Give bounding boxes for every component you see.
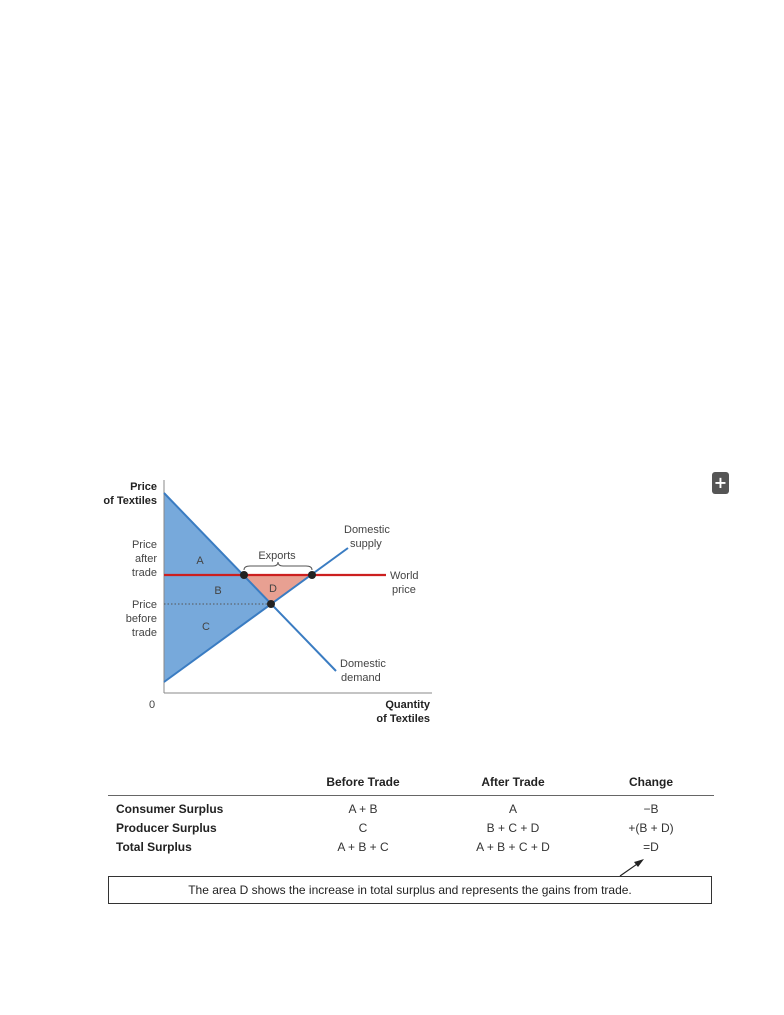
price-after-label-3: trade (131, 567, 157, 579)
plus-icon[interactable]: + (713, 473, 728, 492)
table-header-after: After Trade (438, 772, 588, 796)
demand-label-2: demand (341, 672, 381, 684)
y-axis-title-line2: of Textiles (103, 495, 157, 507)
exports-label: Exports (258, 550, 296, 562)
table-row (108, 796, 714, 820)
surplus-table (108, 772, 714, 857)
cell-before: A + B (348, 802, 378, 816)
table-header-change: Change (588, 772, 714, 796)
cell-change: +(B + D) (628, 821, 674, 835)
equilibrium-point (267, 600, 275, 608)
row-label: Producer Surplus (116, 821, 217, 835)
price-before-label-3: trade (131, 627, 157, 639)
region-a-label: A (196, 555, 204, 567)
table-header-blank (108, 772, 288, 796)
cell-before: C (358, 821, 368, 835)
y-axis-title-line1: Price (130, 481, 157, 493)
price-after-label-1: Price (131, 539, 157, 551)
demand-world-intersection (240, 571, 248, 579)
origin-label: 0 (148, 699, 156, 711)
cell-after: A + B + C + D (476, 840, 550, 854)
supply-world-intersection (308, 571, 316, 579)
row-label: Total Surplus (116, 840, 192, 854)
region-d-label: D (269, 583, 277, 595)
x-axis-title-line1: Quantity (385, 699, 430, 711)
region-b-label: B (214, 585, 222, 597)
gains-from-trade-note: The area D shows the increase in total surplus and represents the gains from trade. (108, 876, 712, 904)
region-c-label: C (202, 621, 210, 633)
exports-brace (244, 562, 312, 570)
price-before-label-2: before (125, 613, 157, 625)
supply-label-2: supply (350, 538, 382, 550)
cell-change: −B (643, 802, 659, 816)
table-header-before: Before Trade (288, 772, 438, 796)
world-price-label-1: World (390, 570, 419, 582)
row-label: Consumer Surplus (116, 802, 224, 816)
cell-before: A + B + C (337, 840, 389, 854)
cell-after: A (508, 802, 517, 816)
table-row (108, 819, 714, 838)
price-before-label-1: Price (131, 599, 157, 611)
world-price-label-2: price (392, 584, 416, 596)
price-after-label-2: after (134, 553, 157, 565)
supply-label-1: Domestic (344, 524, 390, 536)
cell-change: =D (643, 840, 659, 854)
cell-after: B + C + D (486, 821, 540, 835)
table-header-row (108, 772, 714, 796)
demand-label-1: Domestic (340, 658, 386, 670)
x-axis-title-line2: of Textiles (376, 713, 430, 725)
table-row (108, 838, 714, 857)
